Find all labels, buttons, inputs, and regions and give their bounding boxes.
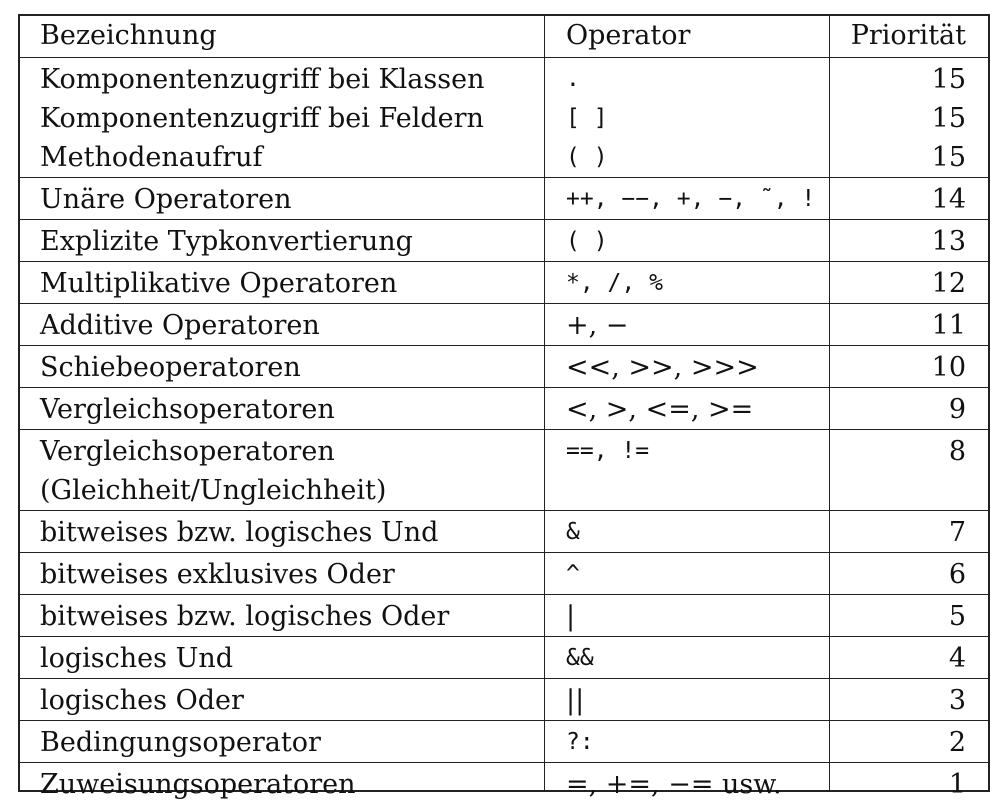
row-priority-line: 2 [948, 727, 966, 758]
row-operator [566, 390, 753, 429]
row-name-line: Vergleichsoperatoren [40, 394, 335, 425]
row-operator [566, 513, 580, 552]
row-operator [566, 681, 584, 720]
row-priority [949, 432, 966, 510]
row-priority-line: 5 [948, 601, 966, 632]
row-priority [932, 180, 966, 219]
row-priority-line: 12 [931, 268, 966, 299]
row-name [40, 60, 485, 177]
row-name-line: Multiplikative Operatoren [40, 268, 398, 299]
row-name-line: bitweises bzw. logisches Oder [40, 601, 450, 632]
row-priority-line: 1 [948, 769, 966, 800]
table-row [20, 511, 988, 553]
row-priority-line: 6 [948, 559, 966, 590]
row-operator-line: & [566, 519, 580, 545]
row-name [40, 222, 413, 261]
row-operator-line: <, >, <=, >= [566, 394, 754, 425]
row-priority-line: 11 [931, 310, 966, 341]
row-priority-line: 15 [931, 142, 966, 173]
row-operator [566, 348, 759, 387]
row-operator-line: [ ] [566, 105, 608, 131]
row-priority [932, 348, 966, 387]
row-priority [949, 765, 966, 805]
row-operator [566, 60, 608, 177]
row-name [40, 348, 301, 387]
row-priority [932, 264, 966, 303]
row-name [40, 306, 320, 345]
row-name-line: Bedingungsoperator [40, 727, 321, 758]
row-priority-line: 9 [948, 394, 966, 425]
row-name-line: Vergleichsoperatoren [40, 436, 335, 467]
row-name-line: Methodenaufruf [40, 142, 263, 173]
row-name [40, 597, 449, 636]
row-name-line: (Gleichheit/Ungleichheit) [40, 475, 387, 506]
table-row [20, 679, 988, 721]
row-priority [932, 306, 966, 345]
row-name [40, 390, 335, 429]
table-row [20, 178, 988, 220]
row-name [40, 513, 438, 552]
header-operator: Operator [566, 20, 691, 51]
table-row [20, 304, 988, 346]
row-operator-line: ( ) [566, 144, 608, 170]
row-name [40, 432, 386, 510]
header-name: Bezeichnung [40, 20, 217, 51]
table-row [20, 721, 988, 763]
table-row [20, 553, 988, 595]
row-name-line: Komponentenzugriff bei Klassen [40, 64, 485, 95]
row-priority-line: 13 [931, 226, 966, 257]
row-operator [566, 306, 628, 345]
row-priority [949, 513, 966, 552]
row-operator-line: ?: [566, 729, 594, 755]
table-row [20, 58, 988, 178]
row-name-line: bitweises exklusives Oder [40, 559, 395, 590]
row-operator-line: && [566, 645, 594, 671]
table-row [20, 388, 988, 430]
table-row [20, 262, 988, 304]
row-name [40, 723, 321, 762]
table-row [20, 763, 988, 805]
row-name-line: Zuweisungsoperatoren [40, 769, 356, 800]
table-row [20, 220, 988, 262]
row-priority-line: 8 [948, 436, 966, 467]
row-operator-line: =, +=, −= usw. [566, 769, 782, 800]
row-name [40, 555, 395, 594]
row-priority [949, 681, 966, 720]
row-priority [932, 60, 966, 177]
row-operator [566, 222, 608, 261]
row-priority [949, 597, 966, 636]
row-operator-line: . [566, 66, 580, 92]
table-row [20, 637, 988, 679]
row-operator-line: || [566, 685, 585, 716]
row-name [40, 639, 233, 678]
row-priority-line: 4 [948, 643, 966, 674]
row-name-line: Unäre Operatoren [40, 184, 292, 215]
header-priority: Priorität [850, 20, 966, 51]
operator-priority-table [18, 14, 990, 800]
row-priority-line: 14 [931, 184, 966, 215]
row-operator-line: ++, −−, +, −, ˜, ! [566, 186, 816, 212]
row-priority [932, 222, 966, 261]
row-operator [566, 555, 580, 594]
row-name-line: logisches Und [40, 643, 234, 674]
row-operator [566, 597, 575, 636]
row-name-line: Schiebeoperatoren [40, 352, 301, 383]
row-operator [566, 180, 815, 219]
row-priority-line: 3 [948, 685, 966, 716]
row-operator-line: ==, != [566, 438, 650, 464]
row-name [40, 681, 244, 720]
row-operator [566, 432, 649, 510]
row-name-line: Explizite Typkonvertierung [40, 226, 413, 257]
row-priority [949, 639, 966, 678]
row-name-line: Additive Operatoren [40, 310, 320, 341]
row-name-line: Komponentenzugriff bei Feldern [40, 103, 484, 134]
table-row [20, 595, 988, 637]
table-row [20, 430, 988, 511]
row-operator [566, 639, 594, 678]
row-name-line: bitweises bzw. logisches Und [40, 517, 439, 548]
row-name [40, 180, 292, 219]
row-operator-line: | [566, 601, 576, 632]
row-operator-line: ( ) [566, 228, 608, 254]
row-operator-line: <<, >>, >>> [566, 352, 759, 383]
table-row [20, 346, 988, 388]
row-priority-line: 15 [931, 64, 966, 95]
row-operator [566, 264, 663, 303]
row-operator-line: ^ [566, 561, 580, 587]
row-name-line: logisches Oder [40, 685, 244, 716]
table-header-row [20, 16, 988, 58]
row-name [40, 264, 397, 303]
row-operator [566, 723, 594, 762]
row-priority [949, 723, 966, 762]
row-priority [949, 390, 966, 429]
row-priority-line: 10 [931, 352, 966, 383]
row-operator [566, 765, 782, 805]
row-operator-line: +, − [566, 310, 629, 341]
row-priority-line: 15 [931, 103, 966, 134]
row-priority [949, 555, 966, 594]
row-name [40, 765, 356, 805]
row-operator-line: *, /, % [566, 270, 663, 296]
row-priority-line: 7 [948, 517, 966, 548]
